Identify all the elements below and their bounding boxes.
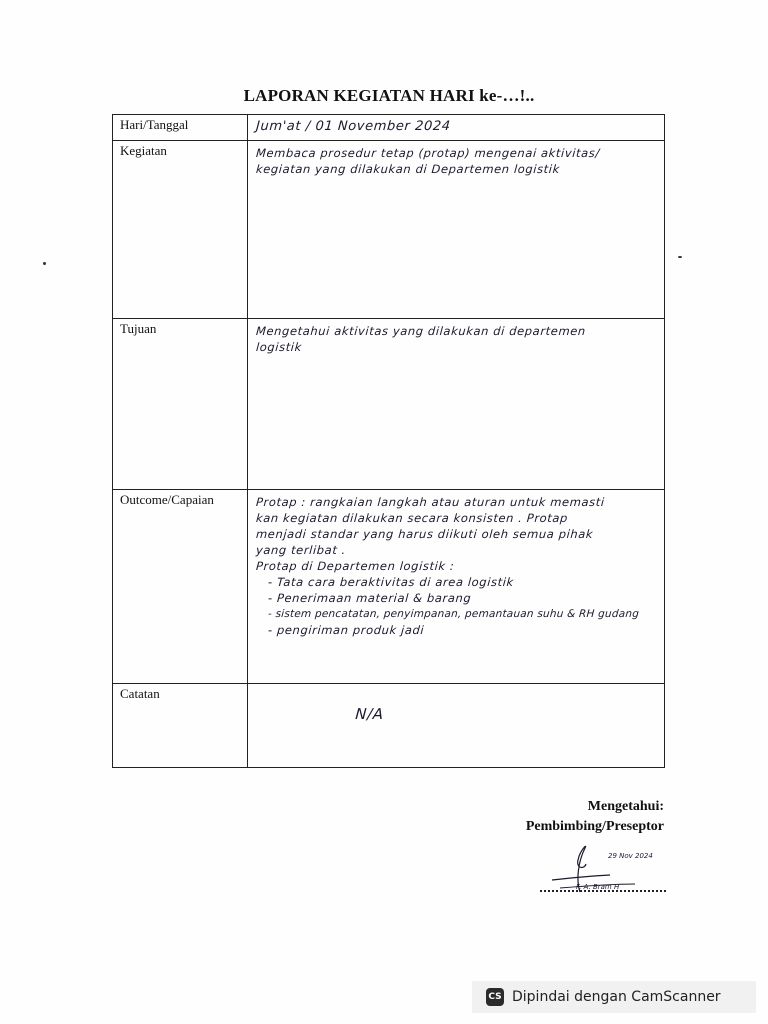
activity-row bbox=[113, 141, 665, 319]
date-value-cell bbox=[248, 115, 665, 141]
scan-speck bbox=[678, 256, 682, 258]
date-label: Hari/Tanggal bbox=[113, 115, 248, 141]
signature-date: 29 Nov 2024 bbox=[608, 852, 653, 860]
notes-value-cell bbox=[248, 683, 665, 767]
outcome-list-item: - Penerimaan material & barang bbox=[267, 590, 472, 605]
report-title: LAPORAN KEGIATAN HARI ke-…!.. bbox=[243, 86, 535, 105]
signature-name: F. A. Bram H bbox=[576, 883, 620, 891]
acknowledgement-heading: Mengetahui: bbox=[587, 799, 664, 814]
activity-line: kegiatan yang dilakukan di Departemen logistik bbox=[255, 162, 561, 177]
outcome-line: yang terlibat . bbox=[255, 542, 347, 557]
camscanner-logo-icon: CS bbox=[486, 988, 504, 1006]
activity-value-cell bbox=[248, 141, 665, 319]
outcome-line: Protap : rangkaian langkah atau aturan untuk memasti bbox=[255, 494, 606, 509]
camscanner-watermark bbox=[472, 981, 756, 1013]
outcome-line: Protap di Departemen logistik : bbox=[255, 558, 455, 573]
camscanner-label: Dipindai dengan CamScanner bbox=[512, 989, 721, 1005]
signature-dotted-line bbox=[540, 890, 666, 892]
scan-speck bbox=[43, 262, 46, 265]
outcome-row bbox=[113, 489, 665, 683]
purpose-line: Mengetahui aktivitas yang dilakukan di departemen bbox=[255, 324, 587, 339]
purpose-line: logistik bbox=[255, 340, 303, 355]
outcome-list bbox=[256, 574, 658, 638]
activity-line: Membaca prosedur tetap (protap) mengenai aktivitas/ bbox=[255, 146, 601, 161]
activity-report-table bbox=[112, 114, 665, 768]
outcome-line: menjadi standar yang harus diikuti oleh semua pihak bbox=[255, 526, 594, 541]
date-row bbox=[113, 115, 665, 141]
outcome-value-cell bbox=[248, 489, 665, 683]
outcome-line: kan kegiatan dilakukan secara konsisten . Protap bbox=[255, 510, 569, 525]
date-value: Jum'at / 01 November 2024 bbox=[255, 119, 452, 134]
purpose-label: Tujuan bbox=[113, 319, 248, 489]
notes-value: N/A bbox=[354, 704, 385, 723]
activity-label: Kegiatan bbox=[113, 141, 248, 319]
notes-label: Catatan bbox=[113, 683, 248, 767]
purpose-row bbox=[113, 319, 665, 489]
purpose-value-cell bbox=[248, 319, 665, 489]
outcome-list-item: - sistem pencatatan, penyimpanan, pemantauan suhu & RH gudang bbox=[267, 607, 640, 620]
outcome-label: Outcome/Capaian bbox=[113, 489, 248, 683]
outcome-list-item: - Tata cara beraktivitas di area logistik bbox=[267, 574, 515, 589]
acknowledgement-block bbox=[526, 797, 664, 837]
outcome-list-item: - pengiriman produk jadi bbox=[267, 622, 425, 637]
notes-row bbox=[113, 683, 665, 767]
supervisor-role: Pembimbing/Preseptor bbox=[525, 819, 664, 834]
